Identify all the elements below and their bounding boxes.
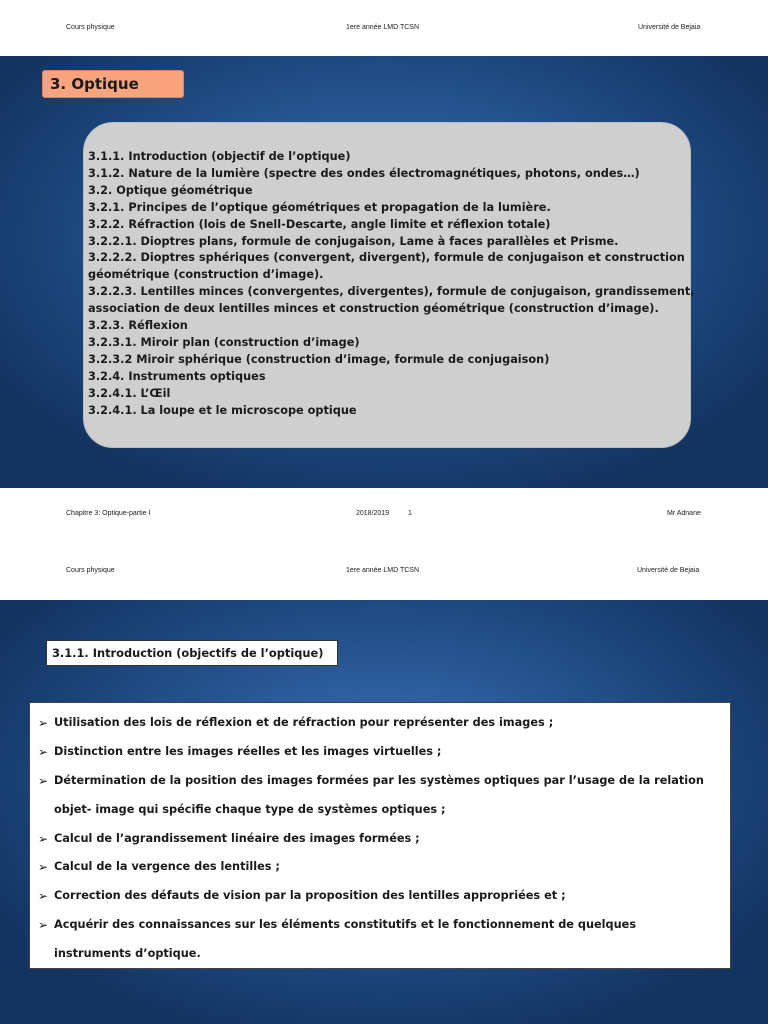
toc-item: 3.2.1. Principes de l’optique géométriques et propagation de la lumière. [88, 200, 551, 214]
objective-item-continuation [36, 940, 730, 969]
toc-item: 3.2.2. Réfraction (lois de Snell-Descarte, angle limite et réflexion totale) [88, 217, 551, 231]
toc-item: association de deux lentilles minces et construction géométrique (construction d’image). [88, 302, 659, 316]
arrow-bullet-icon: ➢ [38, 744, 49, 759]
objective-item [36, 882, 730, 911]
toc-item: 3.2.4. Instruments optiques [88, 369, 266, 383]
arrow-bullet-icon: ➢ [38, 716, 49, 730]
header-university: Université de Bejaia [638, 24, 701, 31]
objective-item [36, 911, 730, 940]
arrow-bullet-icon: ➢ [38, 831, 49, 846]
objective-item-continuation [36, 796, 730, 825]
arrow-bullet-icon: ➢ [38, 773, 49, 788]
arrow-bullet-icon: ➢ [38, 860, 49, 875]
objective-text: objet- image qui spécifie chaque type de systèmes optiques ; [54, 802, 446, 816]
objective-text: Correction des défauts de vision par la proposition des lentilles appropriées et ; [54, 889, 566, 903]
header-course: Cours physique [66, 24, 115, 31]
footer-page-number: 1 [408, 510, 412, 517]
header-level: 1ere année LMD TCSN [346, 567, 420, 574]
objective-item [36, 767, 730, 796]
objective-text: Distinction entre les images réelles et les images virtuelles ; [54, 744, 442, 758]
toc-item: 3.1.1. Introduction (objectif de l’optique) [88, 150, 351, 163]
toc-item: 3.2.4.1. La loupe et le microscope optique [88, 403, 357, 417]
header-level: 1ere année LMD TCSN [346, 24, 420, 31]
objective-item [36, 709, 730, 738]
objective-text: Calcul de la vergence des lentilles ; [54, 860, 280, 874]
toc-item: 3.2.2.2. Dioptres sphériques (convergent, divergent), formule de conjugaison et construction [88, 251, 685, 265]
arrow-bullet-icon: ➢ [38, 889, 49, 904]
objective-item [36, 853, 730, 882]
header-university: Université de Bejaia [637, 567, 700, 574]
toc-item: 3.2.3.2 Miroir sphérique (construction d’image, formule de conjugaison) [88, 352, 550, 366]
footer-author: Mr Adnane [667, 510, 701, 517]
toc-item: 3.1.2. Nature de la lumière (spectre des ondes électromagnétiques, photons, ondes…) [88, 166, 640, 180]
objective-text: Détermination de la position des images formées par les systèmes optiques par l’usage de la relation [54, 773, 704, 787]
slide-optique-outline [0, 56, 768, 488]
footer-chapter: Chapitre 3: Optique-partie I [66, 510, 151, 517]
toc-item: 3.2. Optique géométrique [88, 183, 253, 197]
footer-year: 2018/2019 [356, 510, 390, 517]
section-title: 3.1.1. Introduction (objectifs de l’optique) [46, 640, 338, 666]
slide-introduction [0, 600, 768, 1024]
objective-text: Calcul de l’agrandissement linéaire des images formées ; [54, 831, 420, 845]
objective-text: Utilisation des lois de réflexion et de réfraction pour représenter des images ; [54, 716, 554, 729]
toc-item: 3.2.2.1. Dioptres plans, formule de conjugaison, Lame à faces parallèles et Prisme. [88, 234, 619, 248]
objectives-box [29, 702, 731, 969]
toc-item: 3.2.4.1. L’Œil [88, 386, 171, 400]
objective-text: Acquérir des connaissances sur les éléments constitutifs et le fonctionnement de quelques [54, 918, 637, 932]
toc-item: géométrique (construction d’image). [88, 268, 324, 282]
toc-item: 3.2.2.3. Lentilles minces (convergentes, divergentes), formule de conjugaison, grandissement, [88, 285, 695, 299]
objective-text: instruments d’optique. [54, 947, 201, 961]
objective-item [36, 825, 730, 854]
table-of-contents [83, 122, 695, 448]
slide-title: 3. Optique [42, 70, 184, 98]
toc-item: 3.2.3.1. Miroir plan (construction d’image) [88, 335, 360, 349]
objective-item [36, 738, 730, 767]
header-course: Cours physique [66, 567, 115, 574]
arrow-bullet-icon: ➢ [38, 918, 49, 933]
toc-item: 3.2.3. Réflexion [88, 319, 188, 333]
